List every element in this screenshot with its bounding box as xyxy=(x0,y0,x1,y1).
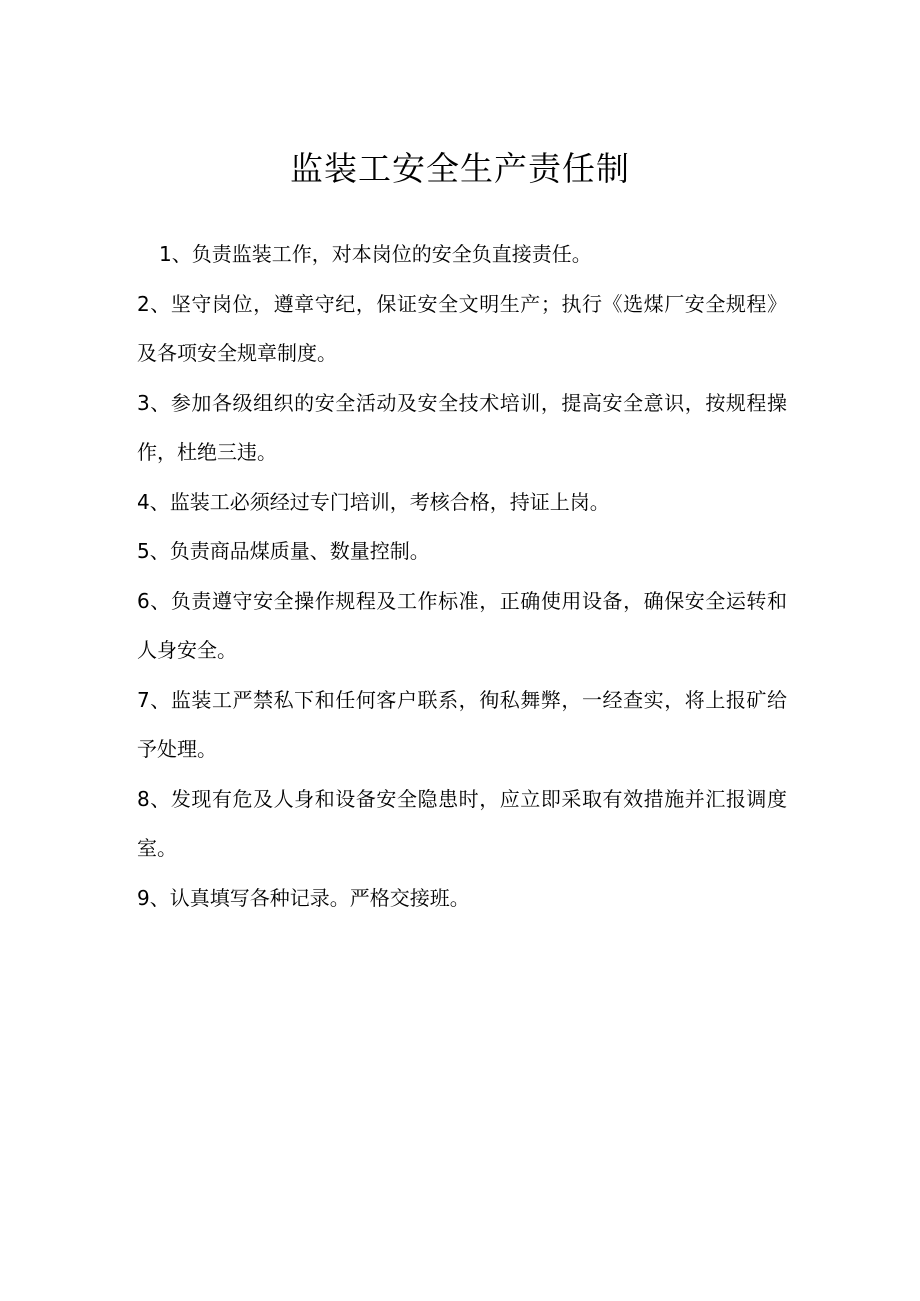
list-item-6: 6、负责遵守安全操作规程及工作标准，正确使用设备，确保安全运转和人身安全。 xyxy=(137,588,787,662)
list-item-8: 8、发现有危及人身和设备安全隐患时，应立即采取有效措施并汇报调度室。 xyxy=(137,786,787,860)
list-item-4: 4、监装工必须经过专门培训，考核合格，持证上岗。 xyxy=(137,489,610,514)
list-item-2: 2、坚守岗位，遵章守纪，保证安全文明生产；执行《选煤厂安全规程》及各项安全规章制度。 xyxy=(137,291,787,365)
list-item-1: 1、负责监装工作，对本岗位的安全负直接责任。 xyxy=(159,242,592,266)
list-item-9: 9、认真填写各种记录。严格交接班。 xyxy=(137,885,470,910)
list-item-5: 5、负责商品煤质量、数量控制。 xyxy=(137,539,430,563)
list-item-7: 7、监装工严禁私下和任何客户联系，徇私舞弊，一经查实，将上报矿给予处理。 xyxy=(137,687,787,761)
list-item-3: 3、参加各级组织的安全活动及安全技术培训，提高安全意识，按规程操作，杜绝三违。 xyxy=(137,390,787,464)
document-body xyxy=(137,230,787,923)
document-title: 监装工安全生产责任制 xyxy=(290,149,630,188)
